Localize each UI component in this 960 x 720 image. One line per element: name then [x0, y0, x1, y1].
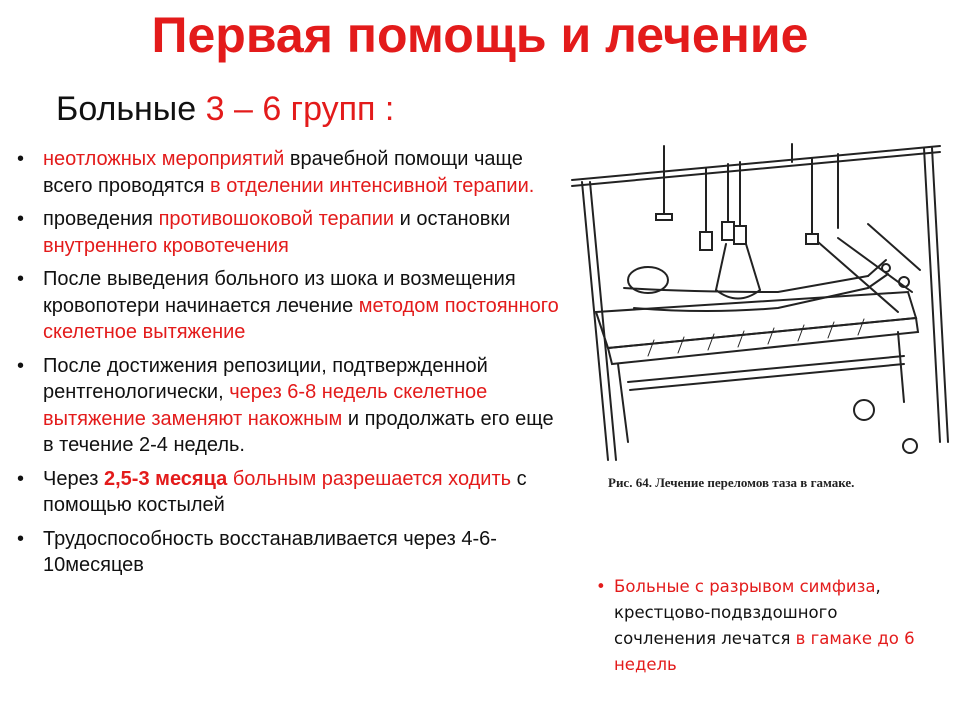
bullet-item	[14, 146, 569, 199]
highlighted-text: внутреннего кровотечения	[43, 234, 289, 257]
bullet-item	[14, 466, 569, 519]
bullet-item	[14, 266, 569, 346]
body-text: После выведения больного из шока и возмещения кровопотери начинается лечение	[43, 268, 516, 317]
figure-caption: Рис. 64. Лечение переломов таза в гамаке.	[608, 475, 855, 490]
highlighted-text: в отделении интенсивной терапии.	[210, 174, 535, 197]
body-text: проведения	[43, 208, 159, 230]
highlighted-text: 2,5-3 месяца	[104, 467, 228, 490]
highlighted-text: больным разрешается ходить	[227, 467, 512, 490]
subtitle-highlight: 3 – 6 групп :	[205, 90, 395, 128]
slide-subtitle	[56, 90, 394, 129]
body-text: После достижения репозиции, подтвержденной рентгенологически,	[43, 354, 488, 403]
body-text: врачебной помощи чаще всего проводятся	[43, 148, 523, 197]
body-text: , крестцово-подвздошного сочленения лечатся	[614, 577, 881, 648]
traction-bed-illustration	[568, 142, 954, 470]
bullet-item	[14, 353, 569, 459]
side-note-item	[596, 574, 926, 678]
highlighted-text: методом постоянного скелетное вытяжение	[43, 294, 559, 343]
subtitle-prefix: Больные	[56, 90, 206, 128]
highlighted-text: Больные с разрывом симфиза	[614, 577, 876, 596]
body-text: Трудоспособность восстанавливается через 4-6-10месяцев	[43, 527, 497, 576]
body-text: Через	[43, 467, 104, 490]
slide-title: Первая помощь и лечение	[151, 7, 809, 63]
body-text: с помощью костылей	[43, 467, 527, 516]
highlighted-text: в гамаке до 6 недель	[614, 629, 915, 674]
bullet-item	[14, 206, 569, 259]
highlighted-text: противошоковой терапии	[158, 208, 395, 230]
bullet-list	[14, 146, 569, 586]
highlighted-text: неотложных мероприятий	[43, 148, 285, 170]
side-note	[596, 574, 926, 678]
body-text: и продолжать его еще в течение 2-4 недель.	[43, 407, 554, 456]
highlighted-text: через 6-8 недель скелетное вытяжение заменяют накожным	[43, 381, 488, 430]
body-text: и остановки	[394, 208, 511, 230]
bullet-item	[14, 526, 569, 579]
